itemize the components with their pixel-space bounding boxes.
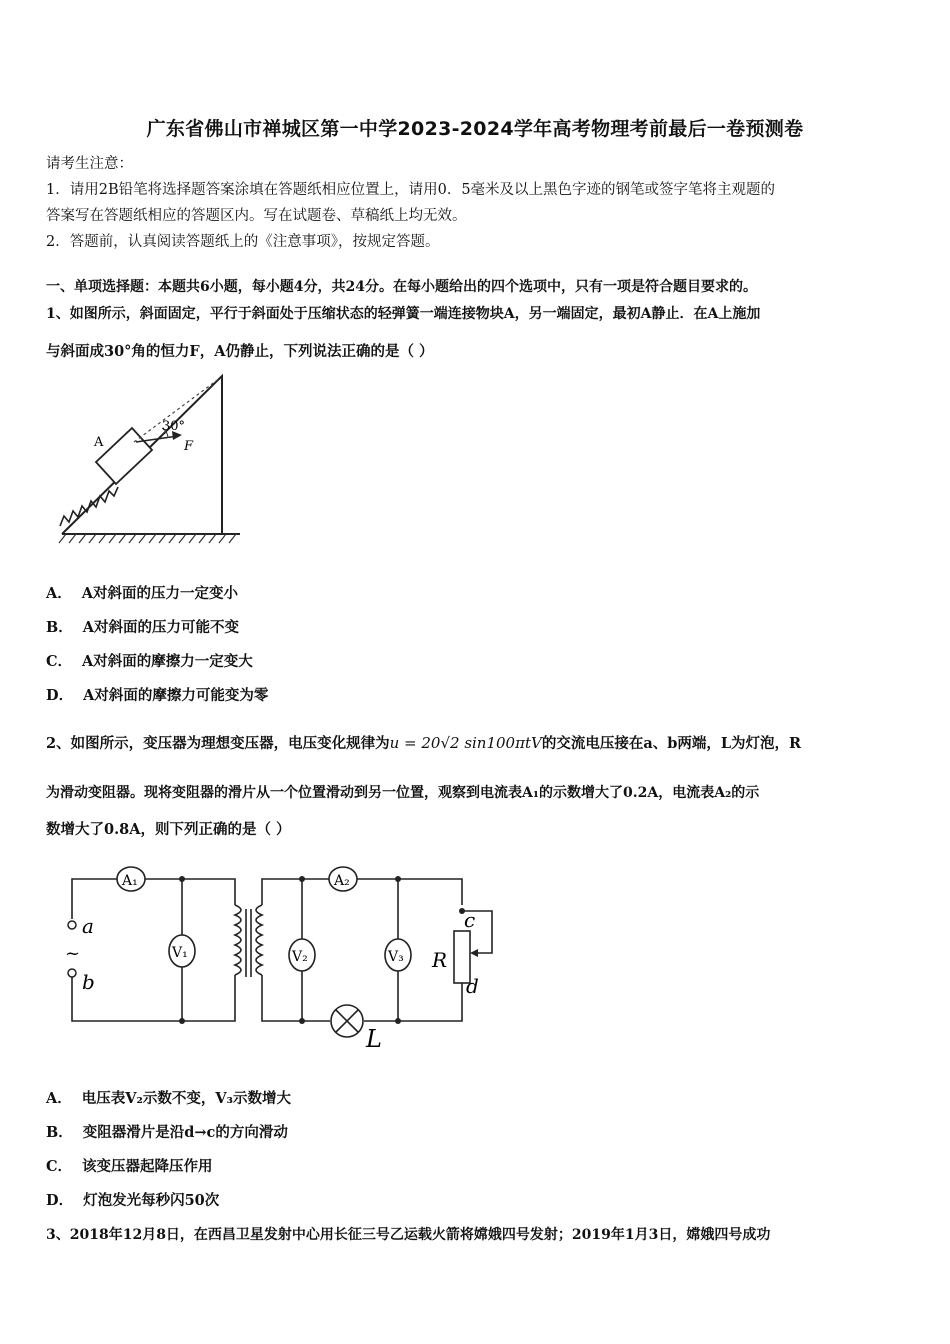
q2-circuit-figure xyxy=(60,855,510,1055)
label-r: R xyxy=(432,948,448,972)
block-a xyxy=(96,428,152,484)
q2-stem-line1: 2、如图所示，变压器为理想变压器，电压变化规律为u = 20√2 sin100πtV的交流电压接在a、b两端，L为灯泡，R xyxy=(46,734,802,752)
q2-option-d[interactable]: D． 灯泡发光每秒闪50次 xyxy=(46,1192,220,1209)
label-c: c xyxy=(464,908,476,932)
q1-option-d[interactable]: D． A对斜面的摩擦力可能变为零 xyxy=(46,687,269,704)
q1-stem-line2: 与斜面成30°角的恒力F，A仍静止，下列说法正确的是（ ） xyxy=(46,343,434,360)
label-b: b xyxy=(82,970,95,994)
label-a: a xyxy=(82,914,94,938)
label-a2: A₂ xyxy=(334,873,350,889)
q1-option-c[interactable]: C． A对斜面的摩擦力一定变大 xyxy=(46,653,253,670)
notice-item-1-cont: 答案写在答题纸相应的答题区内。写在试题卷、草稿纸上均无效。 xyxy=(46,208,467,224)
q2-stem-line3: 数增大了0.8A，则下列正确的是（ ） xyxy=(46,821,291,838)
q2-option-b[interactable]: B． 变阻器滑片是沿d→c的方向滑动 xyxy=(46,1124,288,1141)
transformer xyxy=(235,905,262,977)
notice-heading: 请考生注意： xyxy=(46,156,133,172)
q1-option-a[interactable]: A． A对斜面的压力一定变小 xyxy=(46,585,239,602)
rheostat-slider-arrow xyxy=(470,949,478,957)
q3-stem-line1: 3、2018年12月8日，在西昌卫星发射中心用长征三号乙运载火箭将嫦娥四号发射；2019年1月3日，嫦娥四号成功 xyxy=(46,1227,771,1243)
voltage-formula: u = 20√2 sin100πtV xyxy=(389,734,542,752)
label-v2: V₂ xyxy=(292,949,308,965)
terminal-a xyxy=(68,921,76,929)
spring xyxy=(60,487,118,526)
label-a1: A₁ xyxy=(122,873,138,889)
notice-item-2: 2．答题前，认真阅读答题纸上的《注意事项》，按规定答题。 xyxy=(46,234,440,250)
q2-stem-line2: 为滑动变阻器。现将变阻器的滑片从一个位置滑动到另一位置，观察到电流表A₁的示数增大了0.2A，电流表A₂的示 xyxy=(46,785,760,801)
notice-item-1: 1．请用2B铅笔将选择题答案涂填在答题纸相应位置上，请用0．5毫米及以上黑色字迹的钢笔或签字笔将主观题的 xyxy=(46,182,776,198)
terminal-b xyxy=(68,969,76,977)
label-tilde: ~ xyxy=(65,943,81,964)
q2-option-a[interactable]: A． 电压表V₂示数不变，V₃示数增大 xyxy=(46,1090,291,1107)
junction-dots xyxy=(179,876,465,1024)
q1-incline-figure xyxy=(44,370,256,562)
label-l: L xyxy=(366,1025,382,1053)
label-v1: V₁ xyxy=(172,945,188,961)
q1-option-b[interactable]: B． A对斜面的压力可能不变 xyxy=(46,619,240,636)
label-v3: V₃ xyxy=(388,949,404,965)
ground-hatching xyxy=(59,534,236,543)
primary-wires xyxy=(72,879,235,1021)
q2-option-c[interactable]: C． 该变压器起降压作用 xyxy=(46,1158,213,1175)
q1-stem-line1: 1、如图所示，斜面固定，平行于斜面处于压缩状态的轻弹簧一端连接物块A，另一端固定，最初A静止．在A上施加 xyxy=(46,306,761,322)
block-label: A xyxy=(94,435,104,450)
label-d: d xyxy=(466,974,479,998)
force-label: F xyxy=(184,439,194,454)
page-title: 广东省佛山市禅城区第一中学2023-2024学年高考物理考前最后一卷预测卷 xyxy=(146,118,804,140)
section-heading: 一、单项选择题：本题共6小题，每小题4分，共24分。在每小题给出的四个选项中，只有一项是符合题目要求的。 xyxy=(46,279,757,295)
angle-label: 30° xyxy=(162,419,186,434)
